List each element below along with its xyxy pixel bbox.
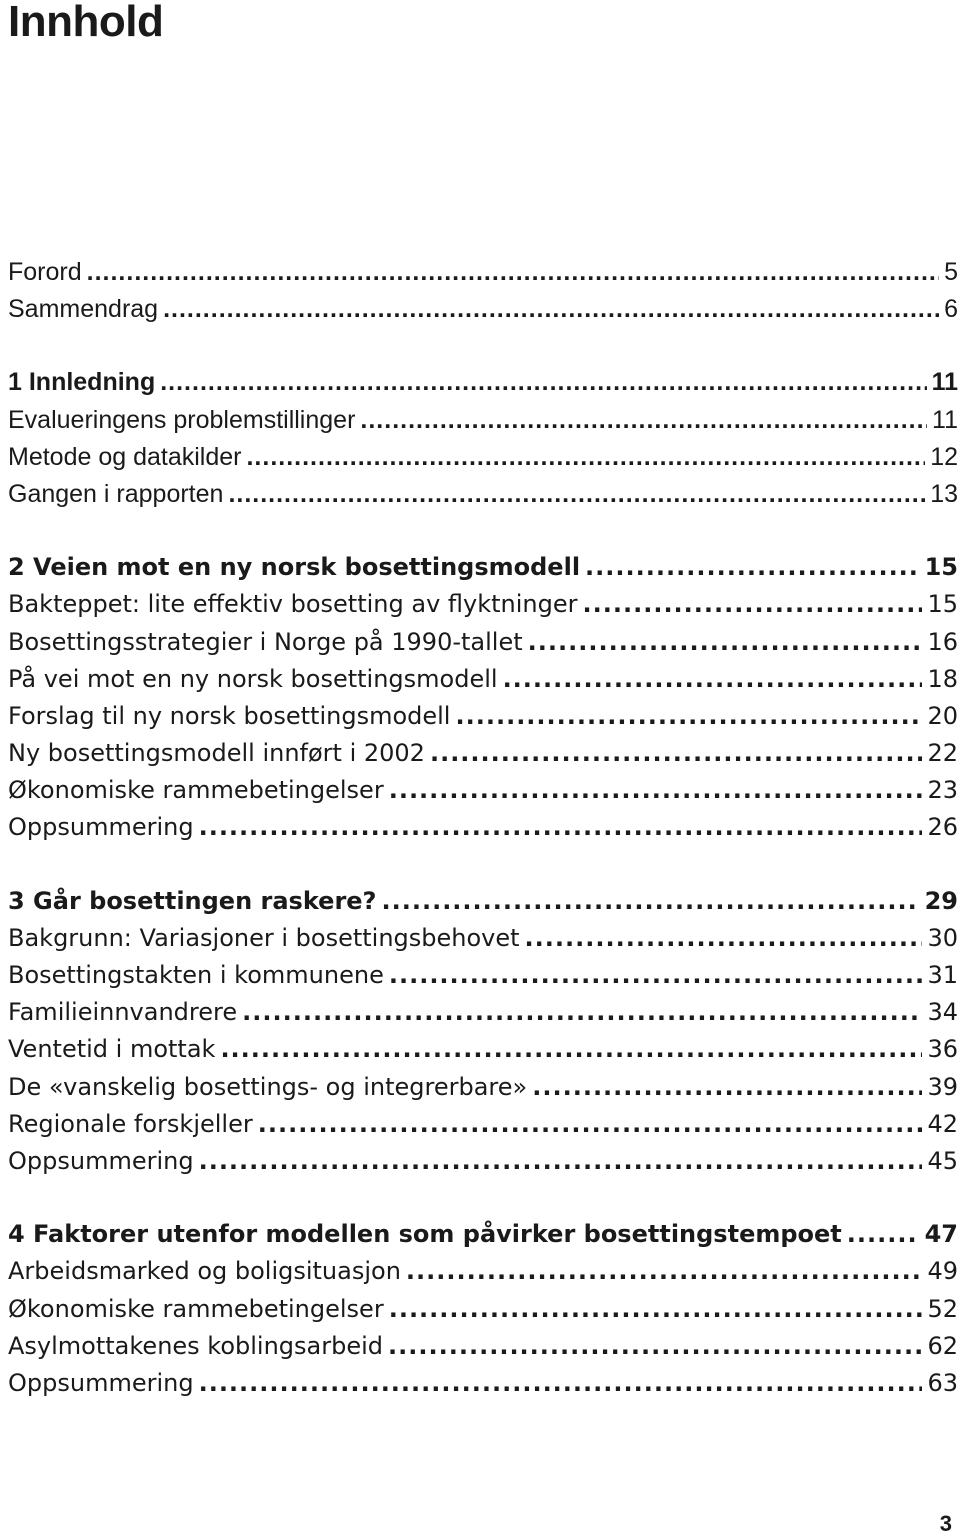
toc-entry[interactable]: [8, 1069, 958, 1106]
toc-entry[interactable]: [8, 254, 958, 291]
page-number: 3: [939, 1511, 952, 1536]
toc-entry[interactable]: [8, 402, 958, 439]
section-gap: [8, 328, 958, 364]
entry-page-number: 5: [944, 258, 958, 286]
entry-title: Økonomiske rammebetingelser: [8, 1294, 384, 1323]
entry-title: Bakteppet: lite effektiv bosetting av flyktninger: [8, 590, 578, 619]
dot-leader: [389, 957, 923, 994]
chapter-title: 4 Faktorer utenfor modellen som påvirker bosettingstempoet: [8, 1220, 842, 1249]
entry-page-number: 63: [927, 1368, 958, 1397]
entry-title: Økonomiske rammebetingelser: [8, 776, 384, 805]
table-of-contents: [8, 254, 958, 1402]
entry-title: Ventetid i mottak: [8, 1035, 216, 1064]
dot-leader: [246, 439, 925, 476]
entry-page-number: 39: [927, 1072, 958, 1101]
toc-entry[interactable]: [8, 439, 958, 476]
toc-entry[interactable]: [8, 920, 958, 957]
entry-page-number: 11: [932, 405, 958, 434]
dot-leader: [199, 1365, 923, 1402]
entry-title: Oppsummering: [8, 1146, 194, 1175]
toc-entry[interactable]: [8, 1365, 958, 1402]
entry-title: Bakgrunn: Variasjoner i bosettingsbehovet: [8, 923, 520, 952]
entry-page-number: 23: [927, 776, 958, 805]
entry-page-number: 62: [927, 1331, 958, 1360]
dot-leader: [87, 254, 939, 291]
toc-entry[interactable]: [8, 661, 958, 698]
entry-title: Oppsummering: [8, 1368, 194, 1397]
entry-page-number: 22: [927, 739, 958, 768]
dot-leader: [389, 772, 923, 809]
entry-page-number: 49: [927, 1257, 958, 1286]
entry-page-number: 36: [927, 1035, 958, 1064]
section-gap: [8, 1180, 958, 1216]
chapter-title: 1 Innledning: [8, 368, 156, 397]
toc-chapter-heading[interactable]: [8, 1216, 958, 1253]
entry-page-number: 52: [927, 1294, 958, 1323]
entry-page-number: 31: [927, 961, 958, 989]
entry-page-number: 20: [927, 701, 958, 730]
toc-entry[interactable]: [8, 291, 958, 328]
entry-page-number: 15: [927, 590, 958, 619]
dot-leader: [389, 1291, 923, 1328]
entry-title: Forslag til ny norsk bosettingsmodell: [8, 701, 451, 730]
entry-title: De «vanskelig bosettings- og integrerbare»: [8, 1072, 528, 1101]
dot-leader: [220, 1031, 922, 1068]
toc-entry[interactable]: [8, 1143, 958, 1180]
dot-leader: [228, 476, 925, 513]
toc-entry[interactable]: [8, 476, 958, 513]
toc-chapter-heading[interactable]: [8, 883, 958, 920]
toc-entry[interactable]: [8, 698, 958, 735]
toc-chapter-heading[interactable]: [8, 549, 958, 586]
entry-page-number: 15: [924, 553, 958, 582]
dot-leader: [258, 1106, 923, 1143]
dot-leader: [160, 364, 926, 401]
entry-title: Bosettingsstrategier i Norge på 1990-tallet: [8, 627, 523, 656]
dot-leader: [381, 883, 919, 920]
dot-leader: [583, 586, 923, 623]
entry-title: Asylmottakenes koblingsarbeid: [8, 1331, 384, 1360]
entry-title: Gangen i rapporten: [8, 479, 224, 508]
dot-leader: [199, 1143, 923, 1180]
toc-entry[interactable]: [8, 1328, 958, 1365]
entry-title: Ny bosettingsmodell innført i 2002: [8, 739, 425, 768]
toc-entry[interactable]: [8, 994, 958, 1031]
section-gap: [8, 847, 958, 883]
dot-leader: [503, 661, 923, 698]
entry-page-number: 11: [931, 368, 958, 397]
entry-page-number: 12: [930, 442, 958, 471]
entry-title: Familieinnvandrere: [8, 998, 238, 1027]
entry-page-number: 16: [927, 627, 958, 656]
entry-page-number: 42: [927, 1109, 958, 1138]
entry-page-number: 47: [924, 1220, 958, 1249]
toc-entry[interactable]: [8, 735, 958, 772]
page-title: Innhold: [8, 0, 164, 46]
toc-entry[interactable]: [8, 809, 958, 846]
entry-page-number: 26: [927, 813, 958, 842]
section-gap: [8, 513, 958, 549]
entry-title: Oppsummering: [8, 813, 194, 842]
entry-page-number: 34: [927, 998, 958, 1027]
entry-page-number: 29: [924, 886, 958, 915]
entry-title: Sammendrag: [8, 295, 159, 324]
entry-page-number: 18: [927, 664, 958, 693]
toc-entry[interactable]: [8, 1291, 958, 1328]
entry-page-number: 45: [927, 1146, 958, 1175]
chapter-title: 3 Går bosettingen raskere?: [8, 886, 377, 915]
toc-entry[interactable]: [8, 772, 958, 809]
toc-entry[interactable]: [8, 1031, 958, 1068]
dot-leader: [430, 735, 923, 772]
entry-title: Regionale forskjeller: [8, 1109, 253, 1138]
entry-title: Forord: [8, 258, 82, 286]
toc-chapter-heading[interactable]: [8, 364, 958, 401]
toc-entry[interactable]: [8, 1106, 958, 1143]
toc-entry[interactable]: [8, 1253, 958, 1290]
entry-page-number: 6: [944, 295, 958, 324]
entry-title: Arbeidsmarked og boligsituasjon: [8, 1257, 401, 1286]
dot-leader: [242, 994, 922, 1031]
entry-title: Bosettingstakten i kommunene: [8, 961, 384, 989]
toc-entry[interactable]: [8, 624, 958, 661]
dot-leader: [847, 1216, 920, 1253]
dot-leader: [360, 402, 927, 439]
dot-leader: [388, 1328, 922, 1365]
dot-leader: [528, 624, 923, 661]
chapter-title: 2 Veien mot en ny norsk bosettingsmodell: [8, 553, 581, 582]
dot-leader: [406, 1253, 923, 1290]
entry-page-number: 13: [930, 479, 958, 508]
dot-leader: [525, 920, 923, 957]
entry-page-number: 30: [927, 923, 958, 952]
dot-leader: [532, 1069, 922, 1106]
dot-leader: [163, 291, 939, 328]
entry-title: Metode og datakilder: [8, 442, 242, 471]
toc-entry[interactable]: [8, 586, 958, 623]
entry-title: På vei mot en ny norsk bosettingsmodell: [8, 664, 498, 693]
dot-leader: [455, 698, 922, 735]
toc-entry[interactable]: [8, 957, 958, 994]
entry-title: Evalueringens problemstillinger: [8, 405, 356, 434]
dot-leader: [585, 549, 920, 586]
dot-leader: [199, 809, 923, 846]
